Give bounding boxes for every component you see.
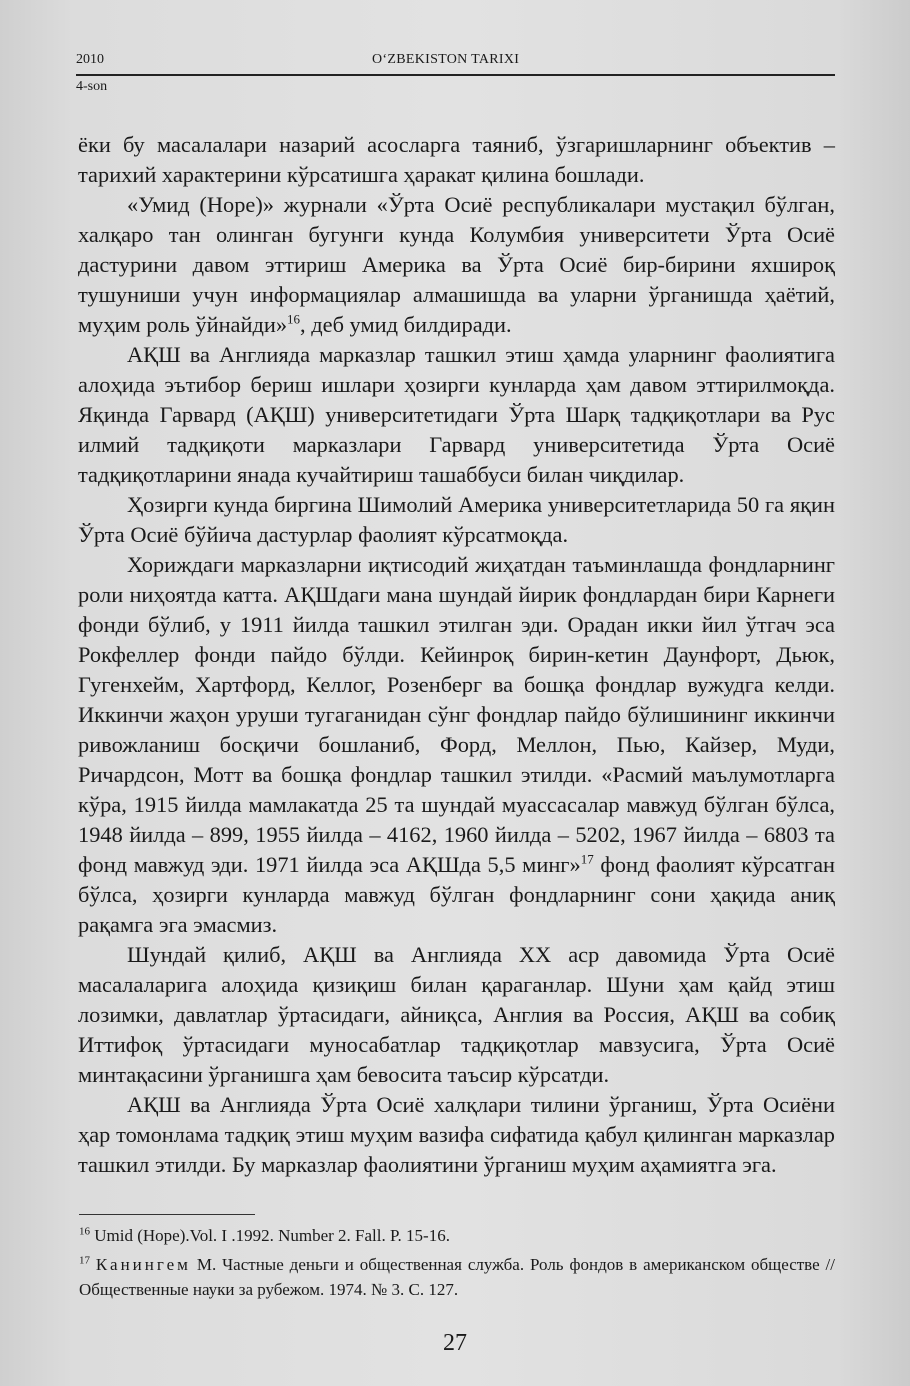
footnotes (79, 1223, 835, 1306)
paragraph: АҚШ ва Англияда марказлар ташкил этиш ҳамда уларнинг фаолиятига алоҳида эътибор бериш ишлари ҳозирги кунларда ҳам давом эттирилмоқда. Яқинда Гарвард (АҚШ) университетидаги Ўрта Шарқ тадқиқотлари ва Рус илмий тадқиқоти марказлари Гарвард университетида Ўрта Осиё тадқиқотларини янада кучайтириш ташаббуси билан чиқдилар. (78, 342, 835, 487)
paragraph: Шундай қилиб, АҚШ ва Англияда XX аср давомида Ўрта Осиё масалаларига алоҳида қизиқиш билан қараганлар. Шуни ҳам қайд этиш лозимки, давлатлар ўртасидаги, айниқса, Англия ва Россия, АҚШ ва собиқ Иттифоқ ўртасидаги муносабатлар тадқиқотлар мавзусига, Ўрта Осиё минтақасини ўрганишга ҳам бевосита таъсир кўрсатди. (78, 942, 835, 1087)
running-header (76, 52, 835, 72)
footnote-author: Канингем (95, 1255, 191, 1274)
footnote-17: $^{17}$ Канингем М. Частные деньги и общественная служба. Роль фондов в американском обществе // Общественные науки за рубежом. 1974. № 3. С. 127. (79, 1254, 835, 1299)
page-number: 27 (443, 1330, 467, 1356)
paragraph: Ҳозирги кунда биргина Шимолий Америка университетларида 50 га яқин Ўрта Осиё бўйича дастурлар фаолият кўрсатмоқда. (78, 492, 835, 547)
footnote-rule (79, 1214, 255, 1215)
body-text (78, 130, 835, 1180)
footnote-ref[interactable]: 17 (580, 851, 594, 867)
paragraph: Хориждаги марказларни иқтисодий жиҳатдан таъминлашда фондларнинг роли ниҳоятда катта. АҚШдаги мана шундай йирик фондлардан бири Карнеги фонди бўлиб, у 1911 йилда ташкил этилган эди. Орадан икки йил ўтгач эса Рокфеллер фонди пайдо бўлди. Кейинроқ бирин-кетин Даунфорт, Дьюк, Гугенхейм, Хартфорд, Келлог, Розенберг ва бошқа фондлар вужудга келди. Иккинчи жаҳон уруши тугаганидан сўнг фондлар пайдо бўлишининг иккинчи ривожланиш босқичи бошланиб, Форд, Меллон, Пью, Кайзер, Муди, Ричардсон, Мотт ва бошқа фондлар ташкил этилди. «Расмий маълумотларга кўра, 1915 йилда мамлакатда 25 та шундай муассасалар мавжуд бўлган бўлса, 1948 йилда – 899, 1955 йилда – 4162, 1960 йилда – 5202, 1967 йилда – 6803 та фонд мавжуд эди. 1971 йилда эса АҚШда 5,5 минг»$^{17}$ фонд фаолият кўрсатган бўлса, ҳозирги кунларда мавжуд бўлган фондларнинг сони ҳақида аниқ рақамга эга эмасмиз. (78, 552, 835, 937)
header-rule (76, 74, 835, 76)
header-year: 2010 (76, 52, 104, 67)
footnote-number: 17 (79, 1254, 90, 1267)
footnote-16: $^{16}$ Umid (Hope).Vol. I .1992. Number 2. Fall. P. 15-16. (79, 1225, 450, 1245)
header-journal-title: O‘ZBEKISTON TARIXI (372, 52, 520, 67)
paragraph: «Умид (Hope)» журнали «Ўрта Осиё республикалари мустақил бўлган, халқаро тан олинган бугунги кунда Колумбия университети Ўрта Осиё дастурини давом эттириш Америка ва Ўрта Осиё бир-бирини яхшироқ тушуниши учун информациялар алмашишда ва уларни ўрганишда ҳаётий, муҳим роль ўйнайди»$^{16}$, деб умид билдиради. (78, 192, 835, 337)
header-issue: 4-son (76, 79, 108, 94)
paragraph: АҚШ ва Англияда Ўрта Осиё халқлари тилини ўрганиш, Ўрта Осиёни ҳар томонлама тадқиқ этиш муҳим вазифа сифатида қабул қилинган марказлар ташкил этилди. Бу марказлар фаолиятини ўрганиш муҳим аҳамиятга эга. (78, 1092, 835, 1177)
footnote-number: 16 (79, 1225, 90, 1238)
footnote-ref[interactable]: 16 (287, 311, 301, 327)
paragraph: ёки бу масалалари назарий асосларга таяниб, ўзгаришларнинг объектив – тарихий характерини кўрсатишга ҳаракат қилина бошлади. (78, 132, 835, 187)
